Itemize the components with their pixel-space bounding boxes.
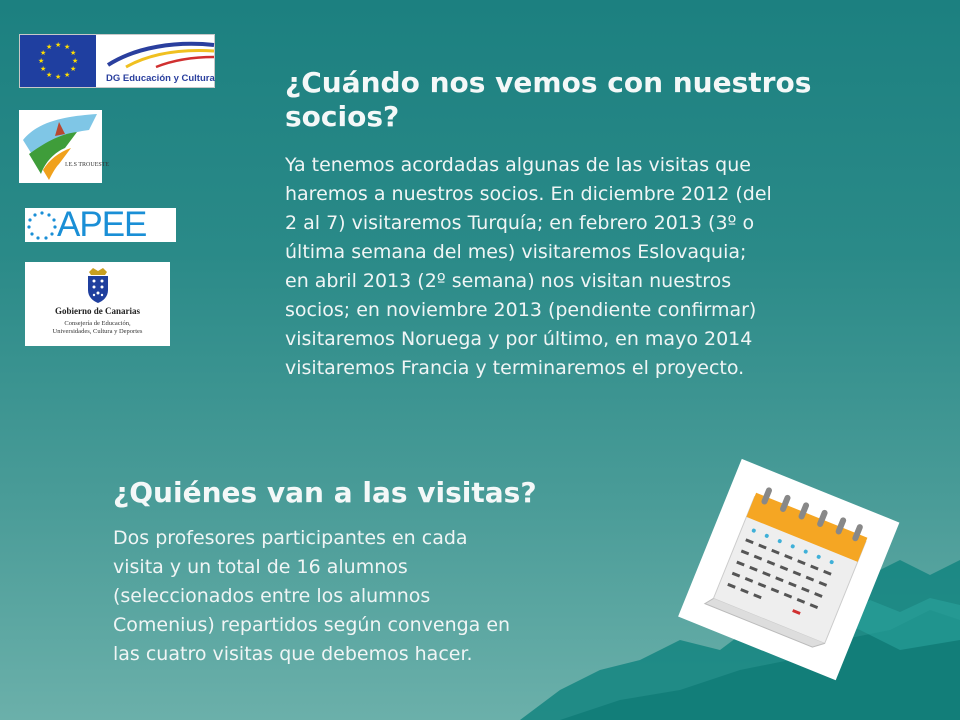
svg-text:★: ★ [64,43,71,51]
svg-text:★: ★ [55,73,62,81]
section2-line: las cuatro visitas que debemos hacer. [113,643,473,665]
section1-line: visitaremos Francia y terminaremos el proyecto. [285,357,745,379]
svg-text:★: ★ [70,49,77,57]
section1-heading [285,66,925,134]
svg-text:★: ★ [40,65,47,73]
canarias-title: Gobierno de Canarias [54,306,140,316]
section1-heading-line: socios? [285,100,400,133]
section2-paragraph [113,524,653,669]
section2-line: visita y un total de 16 alumnos [113,556,408,578]
section1-line: haremos a nuestros socios. En diciembre 2012 (del [285,183,772,205]
section1-line: en abril 2013 (2º semana) nos visitan nuestros [285,270,732,292]
section1-line: visitaremos Noruega y por último, en mayo 2014 [285,328,753,350]
apee-logo [25,205,176,244]
calendar-icon [682,455,900,673]
canarias-sub-line: Universidades, Cultura y Deportes [52,328,143,335]
coat-of-arms-icon [83,266,113,304]
ies-logo [19,110,110,183]
section1-line: socios; en noviembre 2013 (pendiente confirmar) [285,299,757,321]
canarias-subtitle [25,320,170,336]
svg-text:★: ★ [38,57,45,65]
apee-stars-icon [27,210,57,240]
section1-paragraph [285,151,925,383]
apee-label: APEE [57,205,147,244]
svg-text:★: ★ [46,43,53,51]
section1-line: Ya tenemos acordadas algunas de las visitas que [285,154,751,176]
canarias-sub-line: Consejería de Educación, [64,320,131,327]
svg-text:★: ★ [72,57,79,65]
svg-text:★: ★ [40,49,47,57]
section1-line: última semana del mes) visitaremos Eslovaquia; [285,241,747,263]
section1-line: 2 al 7) visitaremos Turquía; en febrero 2013 (3º o [285,212,755,234]
svg-text:★: ★ [46,71,53,79]
dg-label: DG Educación y Cultura [106,73,215,84]
svg-text:★: ★ [70,65,77,73]
ies-label: I.E.S TROUESTE [65,162,110,168]
dg-swoosh-icon [106,37,216,71]
section1-heading-line: ¿Cuándo nos vemos con nuestros [285,66,812,99]
section2-line: Dos profesores participantes en cada [113,527,468,549]
section2-line: Comenius) repartidos según convenga en [113,614,511,636]
eu-flag-icon [20,35,96,87]
ies-emblem-icon [19,110,102,183]
section2-heading: ¿Quiénes van a las visitas? [113,476,537,509]
section2-line: (seleccionados entre los alumnos [113,585,431,607]
svg-text:★: ★ [55,41,62,49]
gobierno-canarias-logo [25,262,170,346]
svg-text:★: ★ [64,71,71,79]
eu-dg-logo [19,34,215,88]
